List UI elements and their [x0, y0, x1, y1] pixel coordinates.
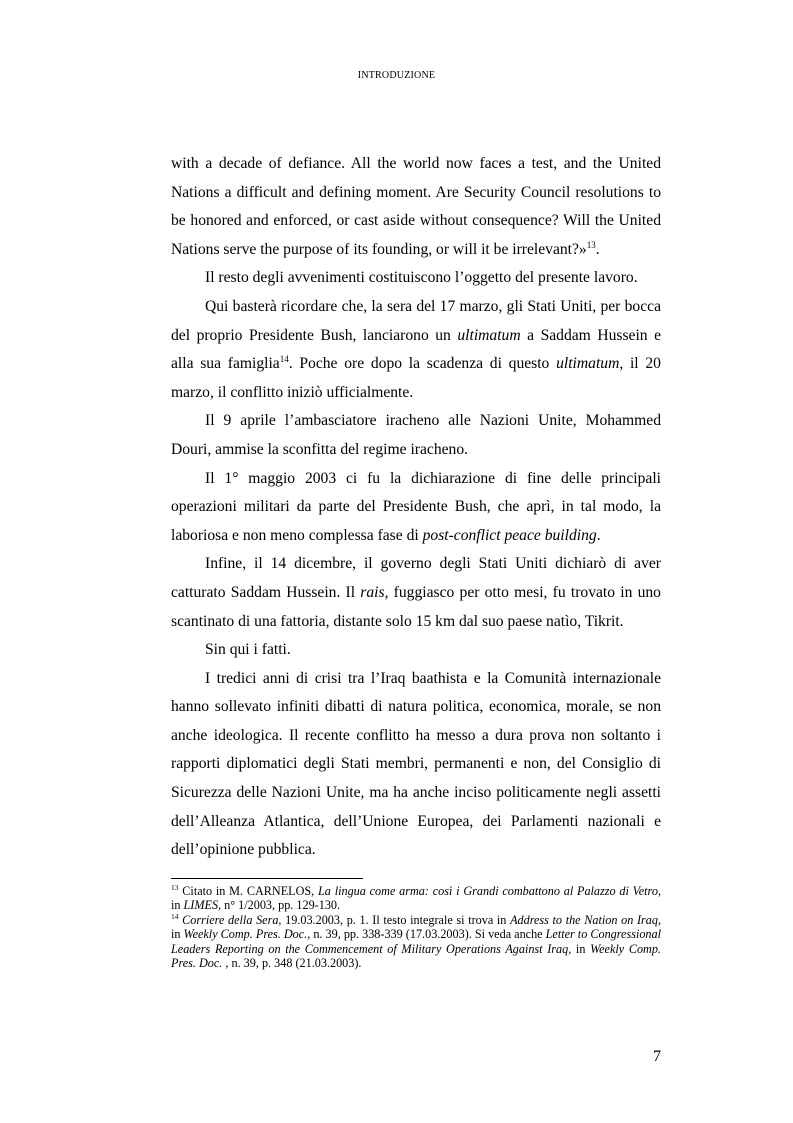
text-span: Citato in M. CARNELOS, — [178, 884, 319, 898]
paragraph-december-14 — [171, 550, 661, 636]
italic-title: LIMES — [183, 898, 219, 913]
footnotes — [171, 884, 661, 970]
text-span: , in — [171, 884, 661, 913]
footnote-ref-13[interactable]: 13 — [586, 239, 596, 250]
text-span: Sin qui i fatti. — [205, 641, 291, 659]
text-span: , in — [171, 912, 661, 942]
page-number: 7 — [653, 1048, 661, 1065]
text-span: Il 9 aprile l’ambasciatore iracheno alle Nazioni Unite, Mohammed Douri, ammise la sconfitta del regime iracheno. — [171, 412, 661, 458]
italic-title: La lingua come arma: così i Grandi combattono al Palazzo di Vetro — [318, 884, 658, 898]
text-span: , 19.03.2003, p. 1. Il testo integrale si trova in — [278, 912, 511, 927]
footnote-separator — [171, 878, 363, 879]
text-span: , n° 1/2003, pp. 129-130. — [218, 898, 341, 913]
text-span: , il 20 marzo, il conflitto iniziò ufficialmente. — [171, 355, 661, 401]
text-span: I tredici anni di crisi tra l’Iraq baathista e la Comunità internazionale hanno sollevato infiniti dibatti di natura politica, economica, morale, se non anche ideologica. Il recente conflitto ha messo a dura prova non soltanto i rapporti diplomatici degli Stati membri, permanenti e non, del Consiglio di Sicurezza delle Nazioni Unite, ma ha anche inciso politicamente negli assetti dell’Alleanza Atlantica, dell’Unione Europea, dei Parlamenti nazionali e dell’opinione pubblica. — [171, 669, 661, 859]
paragraph-may-1 — [171, 465, 661, 551]
text-span: Qui basterà ricordare che, la sera del 17 marzo, gli Stati Uniti, per bocca del proprio Presidente Bush, lanciarono un — [171, 297, 661, 344]
footnote-ref-14[interactable]: 14 — [279, 353, 289, 364]
text-span: , fuggiasco per otto mesi, fu trovato in uno scantinato di una fattoria, distante solo 15 km dal suo paese natìo, Tikrit. — [171, 583, 661, 630]
text-span: , n. 39, p. 348 (21.03.2003). — [222, 956, 362, 971]
text-span: Il resto degli avvenimenti costituiscono l’oggetto del presente lavoro. — [205, 269, 638, 287]
footnote-number: 14 — [171, 911, 179, 921]
footnote-14 — [171, 913, 661, 971]
running-header: INTRODUZIONE — [357, 70, 436, 81]
text-span: with a decade of defiance. All the world now faces a test, and the United Nations a difficult and defining moment. Are Security Council resolutions to be honored and enforced, or cast aside without consequence? Will the United Nations serve the purpose of its founding, or will it be irrelevant?» — [171, 155, 661, 258]
text-span: . Poche ore dopo la scadenza di questo — [288, 355, 557, 373]
italic-term: ultimatum — [556, 355, 620, 373]
paragraph-april-9 — [171, 407, 661, 464]
text-span: . — [596, 526, 601, 544]
italic-title: Weekly Comp. Pres. Doc. — [171, 941, 661, 971]
text-span: . — [595, 240, 600, 258]
text-span: a Saddam Hussein e alla sua famiglia — [171, 326, 662, 373]
footnote-13 — [171, 884, 661, 913]
text-span: , n. 39, pp. 338-339 (17.03.2003). Si veda anche — [307, 927, 546, 942]
paragraph-facts — [171, 636, 661, 665]
text-span: , in — [568, 941, 591, 956]
italic-title: Address to the Nation on Iraq — [510, 912, 658, 927]
italic-term: rais — [360, 583, 385, 601]
body-text — [171, 150, 661, 865]
text-span: Il 1° maggio 2003 ci fu la dichiarazione di fine delle principali operazioni militari da parte del Presidente Bush, che aprì, in tal modo, la laboriosa e non meno complessa fase di — [171, 469, 661, 544]
paragraph-thirteen-years — [171, 665, 661, 865]
italic-title: Weekly Comp. Pres. Doc. — [183, 927, 308, 942]
text-span: Infine, il 14 dicembre, il governo degli Stati Uniti dichiarò di aver catturato Saddam Hussein. Il — [171, 555, 661, 601]
italic-title: Letter to Congressional Leaders Reporting on the Commencement of Military Operations Against Iraq — [171, 927, 661, 956]
paragraph-quote-end — [171, 150, 661, 264]
italic-term: ultimatum — [457, 326, 521, 344]
paragraph-ultimatum — [171, 293, 661, 407]
paragraph-rest-of-events — [171, 264, 661, 293]
italic-title: Corriere della Sera — [182, 912, 279, 927]
footnote-number: 13 — [171, 882, 179, 892]
italic-term: post-conflict peace building — [422, 526, 597, 544]
